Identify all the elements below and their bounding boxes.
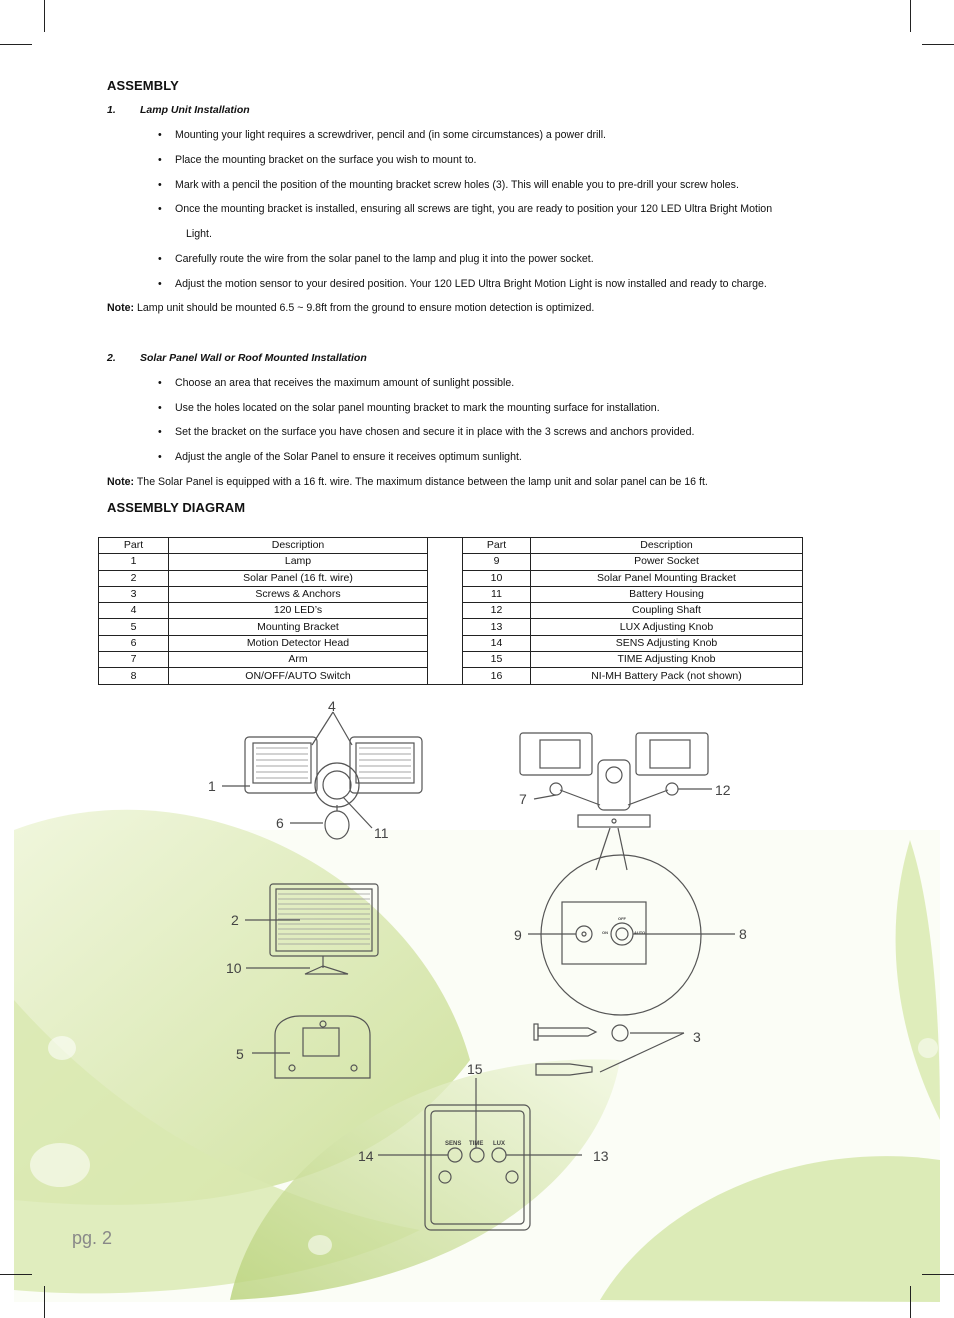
list-item: • Adjust the angle of the Solar Panel to ensure it receives optimum sunlight.	[158, 451, 522, 463]
column-header: Part	[463, 538, 531, 554]
note-2	[107, 476, 708, 488]
table-header-row	[99, 538, 803, 554]
table-row: 4 120 LED’s 12 Coupling Shaft	[99, 603, 803, 619]
list-item: • Adjust the motion sensor to your desired position. Your 120 LED Ultra Bright Motion Light is now installed and ready to charge.	[158, 278, 767, 290]
section-1-title: Lamp Unit Installation	[140, 104, 250, 116]
callout-label: 12	[715, 782, 731, 798]
callout-label: 2	[231, 912, 239, 928]
knob-label: SENS	[445, 1141, 462, 1147]
crop-mark	[910, 0, 911, 32]
list-item: • Once the mounting bracket is installed, ensuring all screws are tight, you are ready to position your 120 LED Ultra Bright Motion	[158, 203, 773, 215]
table-row: 3 Screws & Anchors 11 Battery Housing	[99, 586, 803, 602]
list-item-continuation: Light.	[186, 228, 212, 240]
table-row: 8 ON/OFF/AUTO Switch 16 NI-MH Battery Pack (not shown)	[99, 668, 803, 684]
list-item: • Set the bracket on the surface you have chosen and secure it in place with the 3 screws and anchors provided.	[158, 426, 695, 438]
table-row: 6 Motion Detector Head 14 SENS Adjusting Knob	[99, 635, 803, 651]
switch-label: AUTO	[634, 930, 646, 935]
callout-label: 9	[514, 927, 522, 943]
section-2-title: Solar Panel Wall or Roof Mounted Installation	[140, 352, 367, 364]
switch-label: OFF	[618, 916, 626, 921]
section-2-heading	[107, 352, 367, 364]
note-1	[107, 302, 594, 314]
note-label: Note:	[107, 476, 135, 488]
note-label: Note:	[107, 302, 135, 314]
table-row: 5 Mounting Bracket 13 LUX Adjusting Knob	[99, 619, 803, 635]
callout-label: 1	[208, 778, 216, 794]
assembly-heading: ASSEMBLY	[107, 78, 179, 93]
crop-mark	[910, 1286, 911, 1318]
crop-mark	[44, 1286, 45, 1318]
table-row: 7 Arm 15 TIME Adjusting Knob	[99, 652, 803, 668]
note-text: Lamp unit should be mounted 6.5 ~ 9.8ft from the ground to ensure motion detection is optimized.	[134, 302, 595, 314]
table-row: 2 Solar Panel (16 ft. wire) 10 Solar Panel Mounting Bracket	[99, 570, 803, 586]
note-text: The Solar Panel is equipped with a 16 ft. wire. The maximum distance between the lamp unit and solar panel can be 16 ft.	[134, 476, 708, 488]
mounting-bracket-illustration	[275, 1016, 370, 1078]
callout-label: 6	[276, 815, 284, 831]
knob-label: TIME	[469, 1141, 484, 1147]
column-header: Part	[99, 538, 169, 554]
list-item: • Mark with a pencil the position of the mounting bracket screw holes (3). This will enable you to pre-drill your screw holes.	[158, 179, 739, 191]
list-item: • Choose an area that receives the maximum amount of sunlight possible.	[158, 377, 515, 389]
lamp-front-illustration	[245, 737, 422, 839]
callout-label: 10	[226, 960, 242, 976]
crop-mark	[44, 0, 45, 32]
switch-closeup-illustration	[541, 855, 701, 1015]
knob-label: LUX	[493, 1141, 505, 1147]
knob-panel-illustration	[425, 1105, 530, 1230]
column-header: Description	[169, 538, 428, 554]
callout-label: 14	[358, 1148, 374, 1164]
list-item: • Mounting your light requires a screwdriver, pencil and (in some circumstances) a power drill.	[158, 129, 606, 141]
section-2-number: 2.	[107, 352, 116, 364]
switch-label: ON	[602, 930, 608, 935]
callout-label: 3	[693, 1029, 701, 1045]
list-item: • Carefully route the wire from the solar panel to the lamp and plug it into the power socket.	[158, 253, 594, 265]
callout-label: 5	[236, 1046, 244, 1062]
callout-label: 7	[519, 791, 527, 807]
list-item: • Place the mounting bracket on the surface you wish to mount to.	[158, 154, 477, 166]
table-spacer	[428, 538, 463, 685]
callout-label: 15	[467, 1061, 483, 1077]
column-header: Description	[531, 538, 803, 554]
list-item: • Use the holes located on the solar panel mounting bracket to mark the mounting surface for installation.	[158, 402, 660, 414]
page-number: pg. 2	[72, 1228, 113, 1248]
crop-mark	[922, 1274, 954, 1275]
callout-label: 8	[739, 926, 747, 942]
callout-label: 13	[593, 1148, 609, 1164]
callout-label: 11	[374, 825, 389, 841]
crop-mark	[922, 44, 954, 45]
crop-mark	[0, 44, 32, 45]
table-row: 1 Lamp 9 Power Socket	[99, 554, 803, 570]
crop-mark	[0, 1274, 32, 1275]
assembly-diagram	[200, 694, 780, 1239]
section-1-heading	[107, 104, 250, 116]
screw-anchor-illustration	[534, 1024, 628, 1075]
parts-table	[98, 537, 803, 685]
section-1-number: 1.	[107, 104, 116, 116]
callout-label: 4	[328, 698, 336, 714]
assembly-diagram-heading: ASSEMBLY DIAGRAM	[107, 500, 246, 515]
lamp-rear-illustration	[520, 733, 708, 827]
